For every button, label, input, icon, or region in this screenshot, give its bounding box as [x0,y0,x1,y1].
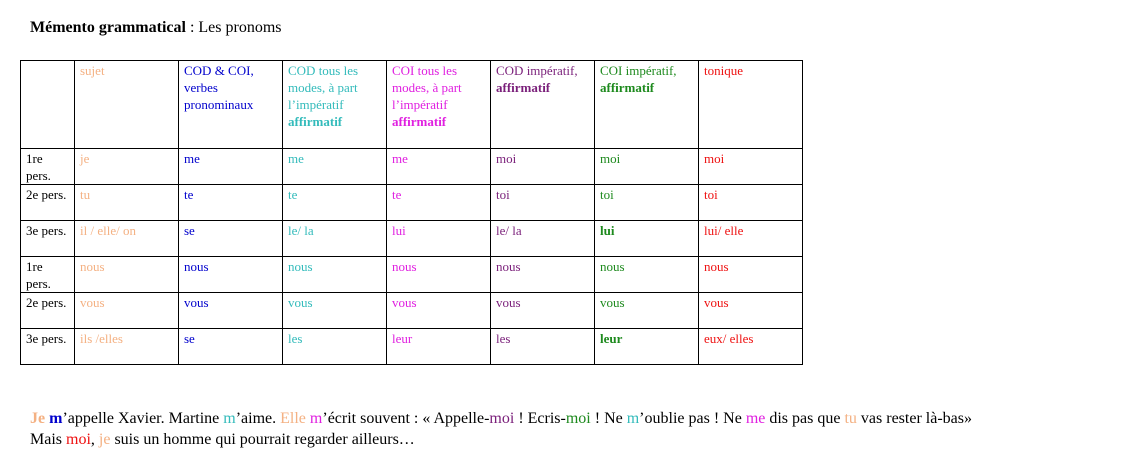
header-sujet-text: sujet [80,63,105,78]
header-cod-imperatif [491,61,595,149]
table-cell: le/ la [283,221,387,257]
sentence-segment: moi [565,410,591,427]
table-cell: tu [75,185,179,221]
person-label: 3e pers. [21,221,75,257]
table-cell: leur [595,329,699,365]
table-cell: te [179,185,283,221]
table-cell: nous [179,257,283,293]
pronoun-table [20,60,803,365]
table-cell: moi [595,149,699,185]
example-sentence-2 [30,431,415,449]
header-coi-tous-text: COI tous les modes, à part l’impératif [392,63,462,112]
sentence-segment: ’appelle Xavier. Martine [62,410,224,427]
table-row [21,257,803,293]
table-cell: les [283,329,387,365]
person-label: 2e pers. [21,185,75,221]
sentence-segment: suis un homme qui pourrait regarder ailleurs… [110,431,415,448]
header-coi-imperatif [595,61,699,149]
table-cell: nous [75,257,179,293]
table-cell: toi [699,185,803,221]
header-coi-tous-bold: affirmatif [392,114,447,129]
person-label: 1re pers. [21,149,75,185]
sentence-segment: Je [30,410,46,427]
table-cell: lui/ elle [699,221,803,257]
table-cell: moi [699,149,803,185]
header-coi-imp-text: COI impératif, [600,63,677,78]
person-label: 3e pers. [21,329,75,365]
table-cell: leur [387,329,491,365]
table-cell: vous [595,293,699,329]
table-cell: vous [283,293,387,329]
header-cod-coi-text: COD & COI, verbes pronominaux [184,63,254,112]
table-cell: moi [491,149,595,185]
table-row [21,293,803,329]
table-cell: nous [387,257,491,293]
header-tonique-text: tonique [704,63,743,78]
header-cod-tous-modes [283,61,387,149]
title-rest: : Les pronoms [185,19,282,36]
table-cell: me [387,149,491,185]
header-cod-imp-bold: affirmatif [496,80,551,95]
table-cell: ils /elles [75,329,179,365]
sentence-segment: ’aime. [235,410,281,427]
sentence-segment: ’écrit souvent : « Appelle- [322,410,490,427]
title-bold: Mémento grammatical [30,19,186,36]
example-sentence-1 [30,410,972,428]
table-cell: nous [283,257,387,293]
table-cell: le/ la [491,221,595,257]
header-coi-tous-modes [387,61,491,149]
page-title [30,19,281,37]
table-cell: je [75,149,179,185]
table-cell: il / elle/ on [75,221,179,257]
table-cell: lui [387,221,491,257]
sentence-segment: dis pas que [765,410,845,427]
header-coi-imp-bold: affirmatif [600,80,655,95]
header-cod-imp-text: COD impératif, [496,63,578,78]
sentence-segment: m [309,410,323,427]
header-cod-coi-pronominal [179,61,283,149]
table-cell: les [491,329,595,365]
table-cell: lui [595,221,699,257]
table-cell: nous [491,257,595,293]
table-cell: nous [699,257,803,293]
sentence-segment: , [90,431,99,448]
table-row [21,185,803,221]
sentence-segment: m [626,410,640,427]
sentence-segment: moi [489,410,515,427]
header-cod-tous-text: COD tous les modes, à part l’impératif [288,63,359,112]
table-cell: te [387,185,491,221]
person-label: 2e pers. [21,293,75,329]
table-cell: vous [387,293,491,329]
sentence-segment: ! Ecris- [514,410,566,427]
sentence-segment: Elle [280,410,306,427]
sentence-segment: m [49,410,63,427]
table-cell: me [179,149,283,185]
table-cell: vous [491,293,595,329]
table-cell: te [283,185,387,221]
table-cell: me [283,149,387,185]
table-cell: nous [595,257,699,293]
person-label: 1re pers. [21,257,75,293]
table-cell: se [179,221,283,257]
table-row [21,149,803,185]
sentence-segment: tu [844,410,857,427]
sentence-segment: ’oublie pas ! Ne [639,410,746,427]
table-header-row [21,61,803,149]
header-corner [21,61,75,149]
sentence-segment: m [223,410,236,427]
table-cell: vous [75,293,179,329]
table-cell: toi [491,185,595,221]
sentence-segment: me [745,410,766,427]
table-cell: vous [179,293,283,329]
table-row [21,329,803,365]
sentence-segment: vas rester là-bas» [856,410,972,427]
table-cell: toi [595,185,699,221]
sentence-segment: moi [66,431,91,448]
header-sujet [75,61,179,149]
sentence-segment: ! Ne [590,410,627,427]
header-tonique [699,61,803,149]
table-row [21,221,803,257]
table-cell: eux/ elles [699,329,803,365]
sentence-segment: je [98,431,111,448]
table-cell: se [179,329,283,365]
header-cod-tous-bold: affirmatif [288,114,343,129]
table-cell: vous [699,293,803,329]
sentence-segment: Mais [30,431,66,448]
